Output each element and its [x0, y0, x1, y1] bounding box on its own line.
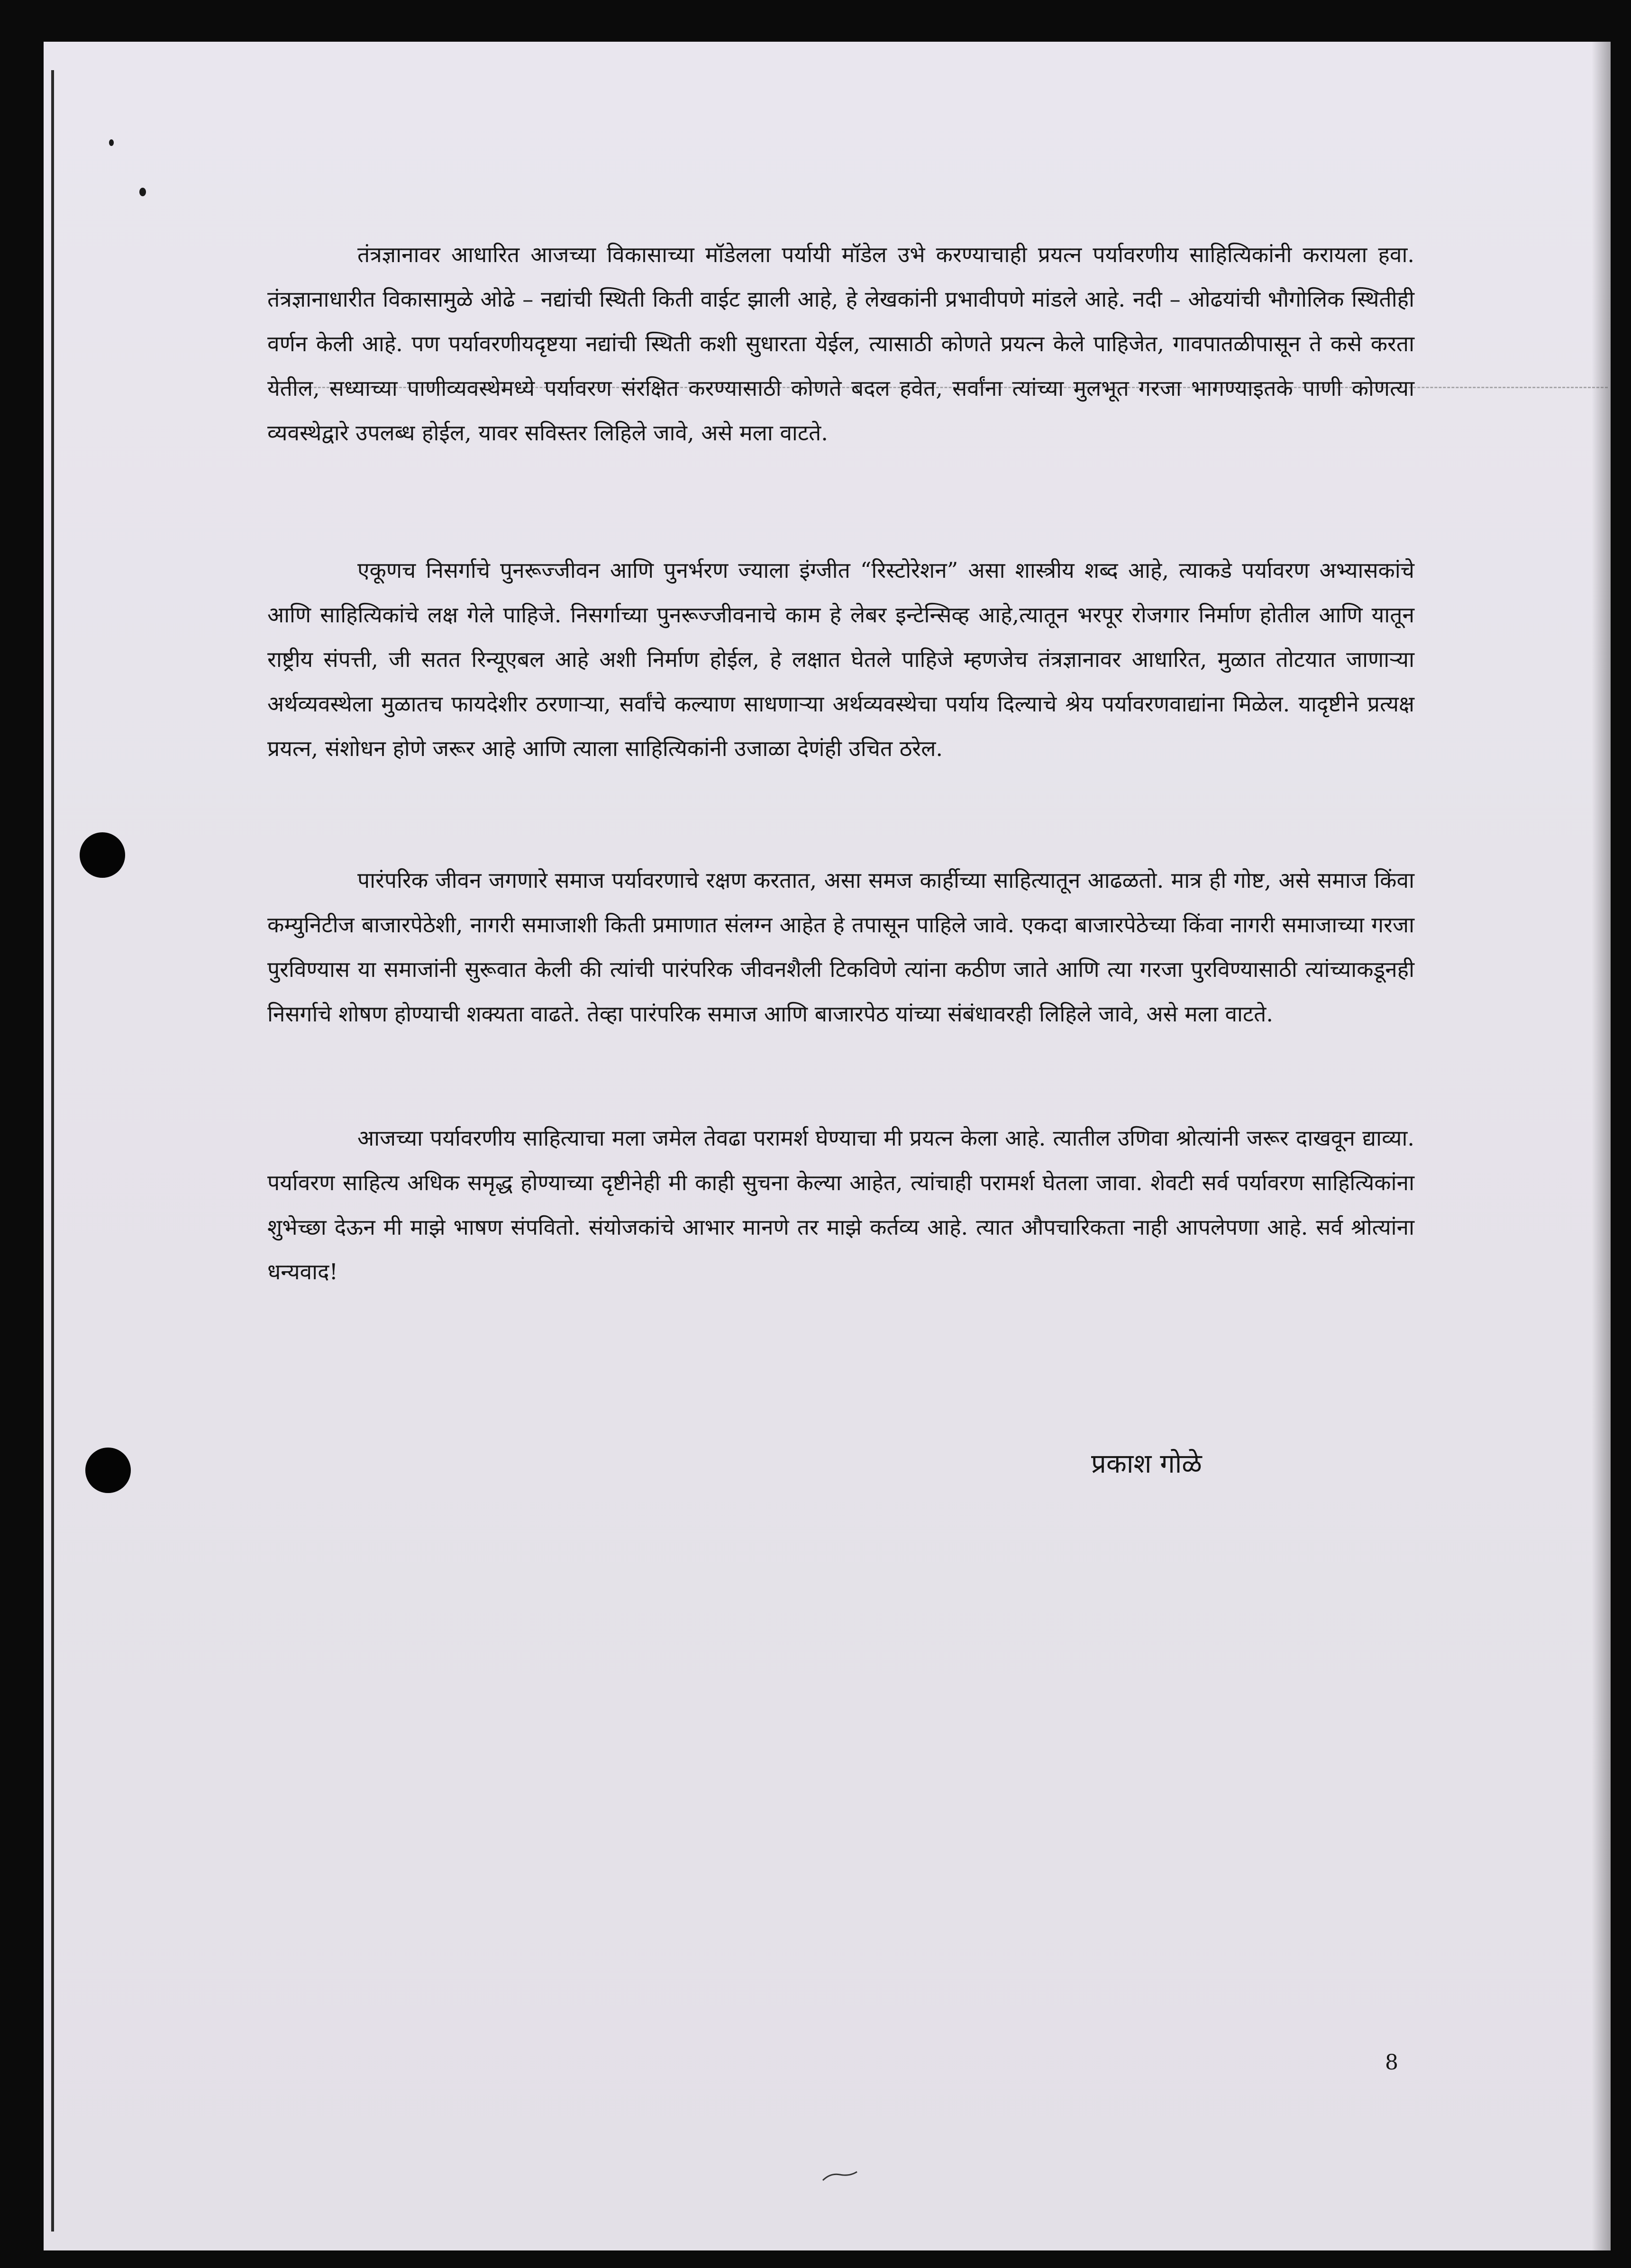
paragraph-2: एकूणच निसर्गाचे पुनरूज्जीवन आणि पुनर्भरण ज्याला इंग्जीत “रिस्टोरेशन” असा शास्त्रीय शब्द आहे, त्याकडे पर्यावरण अभ्यासकांचे आणि साहित्यिकांचे लक्ष गेले पाहिजे. निसर्गाच्या पुनरूज्जीवनाचे काम हे लेबर इन्टेन्सिव्ह आहे,त्यातून भरपूर रोजगार निर्माण होतील आणि यातून राष्ट्रीय संपत्ती, जी सतत रिन्यूएबल आहे अशी निर्माण होईल, हे लक्षात घेतले पाहिजे म्हणजेच तंत्रज्ञानावर आधारित, मुळात तोटयात जाणाऱ्या अर्थव्यवस्थेला मुळातच फायदेशीर ठरणाऱ्या, सर्वांचे कल्याण साधणाऱ्या अर्थव्यवस्थेचा पर्याय दिल्याचे श्रेय पर्यावरणवाद्यांना मिळेल. यादृष्टीने प्रत्यक्ष प्रयत्न, संशोधन होणे जरूर आहे आणि त्याला साहित्यिकांनी उजाळा देणंही उचित ठरेल.: [267, 557, 1414, 761]
ink-speck: [139, 188, 146, 196]
margin-rule: [51, 70, 54, 2232]
author-signature: प्रकाश गोळे: [1091, 1448, 1202, 1479]
punch-hole-bottom: [85, 1448, 131, 1493]
paragraph-4: आजच्या पर्यावरणीय साहित्याचा मला जमेल तेवढा परामर्श घेण्याचा मी प्रयत्न केला आहे. त्यातील उणिवा श्रोत्यांनी जरूर दाखवून द्याव्या. पर्यावरण साहित्य अधिक समृद्ध होण्याच्या दृष्टीनेही मी काही सुचना केल्या आहेत, त्यांचाही परामर्श घेतला जावा. शेवटी सर्व पर्यावरण साहित्यिकांना शुभेच्छा देऊन मी माझे भाषण संपवितो. संयोजकांचे आभार मानणे तर माझे कर्तव्य आहे. त्यात औपचारिकता नाही आपलेपणा आहे. सर्व श्रोत्यांना धन्यवाद!: [267, 1125, 1414, 1284]
page-number: 8: [1385, 2050, 1398, 2075]
page-edge-shadow: [1592, 42, 1611, 2250]
paragraph-1: तंत्रज्ञानावर आधारित आजच्या विकासाच्या मॉडेलला पर्यायी मॉडेल उभे करण्याचाही प्रयत्न पर्यावरणीय साहित्यिकांनी करायला हवा. तंत्रज्ञानाधारीत विकासामुळे ओढे – नद्यांची स्थिती किती वाईट झाली आहे, हे लेखकांनी प्रभावीपणे मांडले आहे. नदी – ओढयांची भौगोलिक स्थितीही वर्णन केली आहे. पण पर्यावरणीयदृष्टया नद्यांची स्थिती कशी सुधारता येईल, त्यासाठी कोणते प्रयत्न केले पाहिजेत, गावपातळीपासून ते कसे करता येतील, सध्याच्या पाणीव्यवस्थेमध्ये पर्यावरण संरक्षित करण्यासाठी कोणते बदल हवेत, सर्वांना त्यांच्या मुलभूत गरजा भागण्याइतके पाणी कोणत्या व्यवस्थेद्वारे उपलब्ध होईल, यावर सविस्तर लिहिले जावे, असे मला वाटते.: [267, 242, 1414, 446]
paragraph-3: पारंपरिक जीवन जगणारे समाज पर्यावरणाचे रक्षण करतात, असा समज कार्हीच्या साहित्यातून आढळतो. मात्र ही गोष्ट, असे समाज किंवा कम्युनिटीज बाजारपेठेशी, नागरी समाजाशी किती प्रमाणात संलग्न आहेत हे तपासून पाहिले जावे. एकदा बाजारपेठेच्या किंवा नागरी समाजाच्या गरजा पुरविण्यास या समाजांनी सुरूवात केली की त्यांची पारंपरिक जीवनशैली टिकविणे त्यांना कठीण जाते आणि त्या गरजा पुरविण्यासाठी त्यांच्याकडूनही निसर्गाचे शोषण होण्याची शक्यता वाढते. तेव्हा पारंपरिक समाज आणि बाजारपेठ यांच्या संबंधावरही लिहिले जावे, असे मला वाटते.: [267, 867, 1414, 1027]
pen-stroke-mark: [821, 2169, 859, 2183]
punch-hole-top: [80, 832, 125, 878]
paper-sheet: [44, 42, 1611, 2250]
ink-speck: [109, 139, 114, 146]
